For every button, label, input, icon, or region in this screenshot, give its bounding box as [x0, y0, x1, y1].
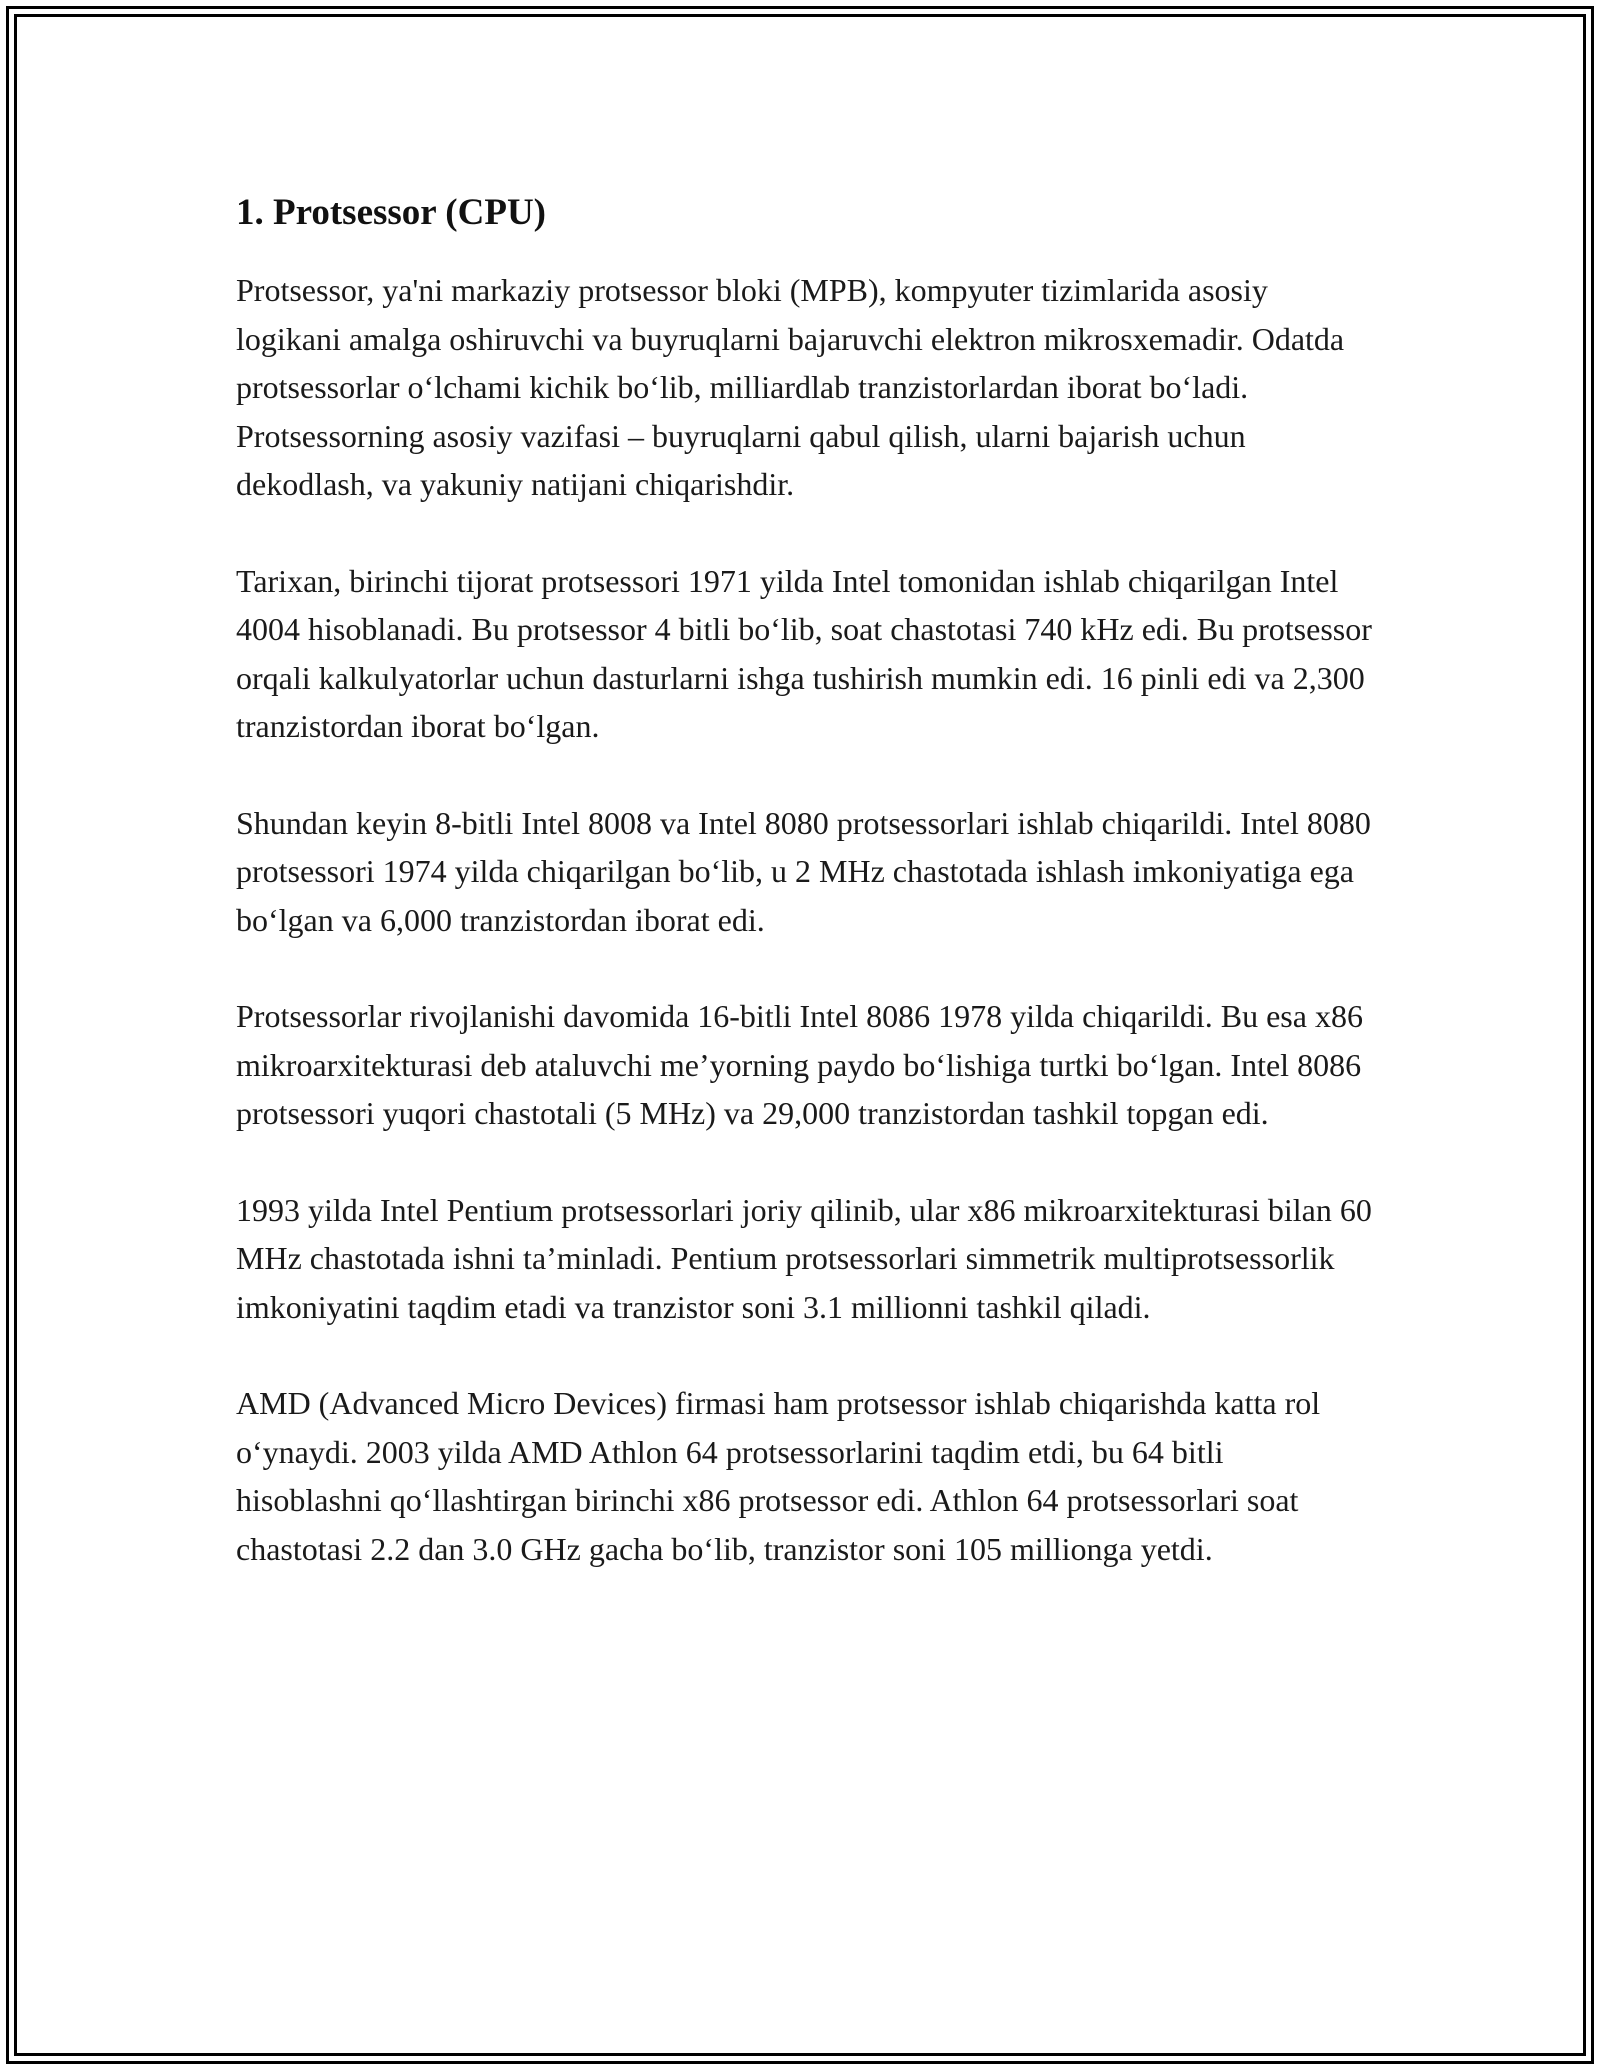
paragraph-intel-4004: Tarixan, birinchi tijorat protsessori 1971 yilda Intel tomonidan ishlab chiqarilgan Intel 4004 hisoblanadi. Bu protsessor 4 bitli bo‘lib, soat chastotasi 740 kHz edi. Bu protsessor orqali kalkulyatorlar uchun dasturlarni ishga tushirish mumkin edi. 16 pinli edi va 2,300 tranzistordan iborat bo‘lgan. [236, 562, 1372, 744]
section-title: 1. Protsessor (CPU) [236, 192, 546, 233]
paragraph-amd-athlon: AMD (Advanced Micro Devices) firmasi ham protsessor ishlab chiqarishda katta rol o‘ynaydi. 2003 yilda AMD Athlon 64 protsessorlarini taqdim etdi, bu 64 bitli hisoblashni qo‘llashtirgan birinchi x86 protsessor edi. Athlon 64 protsessorlari soat chastotasi 2.2 dan 3.0 GHz gacha bo‘lib, tranzistor soni 105 millionga yetdi. [236, 1385, 1321, 1567]
paragraph-intel-8086: Protsessorlar rivojlanishi davomida 16-bitli Intel 8086 1978 yilda chiqarildi. Bu esa x86 mikroarxitekturasi deb ataluvchi me’yorning paydo bo‘lishiga turtki bo‘lgan. Intel 8086 protsessori yuqori chastotali (5 MHz) va 29,000 tranzistordan tashkil topgan edi. [236, 998, 1363, 1131]
paragraph-pentium: 1993 yilda Intel Pentium protsessorlari joriy qilinib, ular x86 mikroarxitekturasi bilan 60 MHz chastotada ishni ta’minladi. Pentium protsessorlari simmetrik multiprotsessorlik imkoniyatini taqdim etadi va tranzistor soni 3.1 millionni tashkil qiladi. [236, 1191, 1372, 1325]
document-body [236, 188, 1376, 1621]
paragraph-intro: Protsessor, ya'ni markaziy protsessor bloki (MPB), kompyuter tizimlarida asosiy logikani amalga oshiruvchi va buyruqlarni bajaruvchi elektron mikrosxemadir. Odatda protsessorlar o‘lchami kichik bo‘lib, milliardlab tranzistorlardan iborat bo‘ladi. Protsessorning asosiy vazifasi – buyruqlarni qabul qilish, ularni bajarish uchun dekodlash, va yakuniy natijani chiqarishdir. [236, 272, 1345, 502]
paragraph-intel-8080: Shundan keyin 8-bitli Intel 8008 va Intel 8080 protsessorlari ishlab chiqarildi. Intel 8080 protsessori 1974 yilda chiqarilgan bo‘lib, u 2 MHz chastotada ishlash imkoniyatiga ega bo‘lgan va 6,000 tranzistordan iborat edi. [236, 804, 1371, 938]
